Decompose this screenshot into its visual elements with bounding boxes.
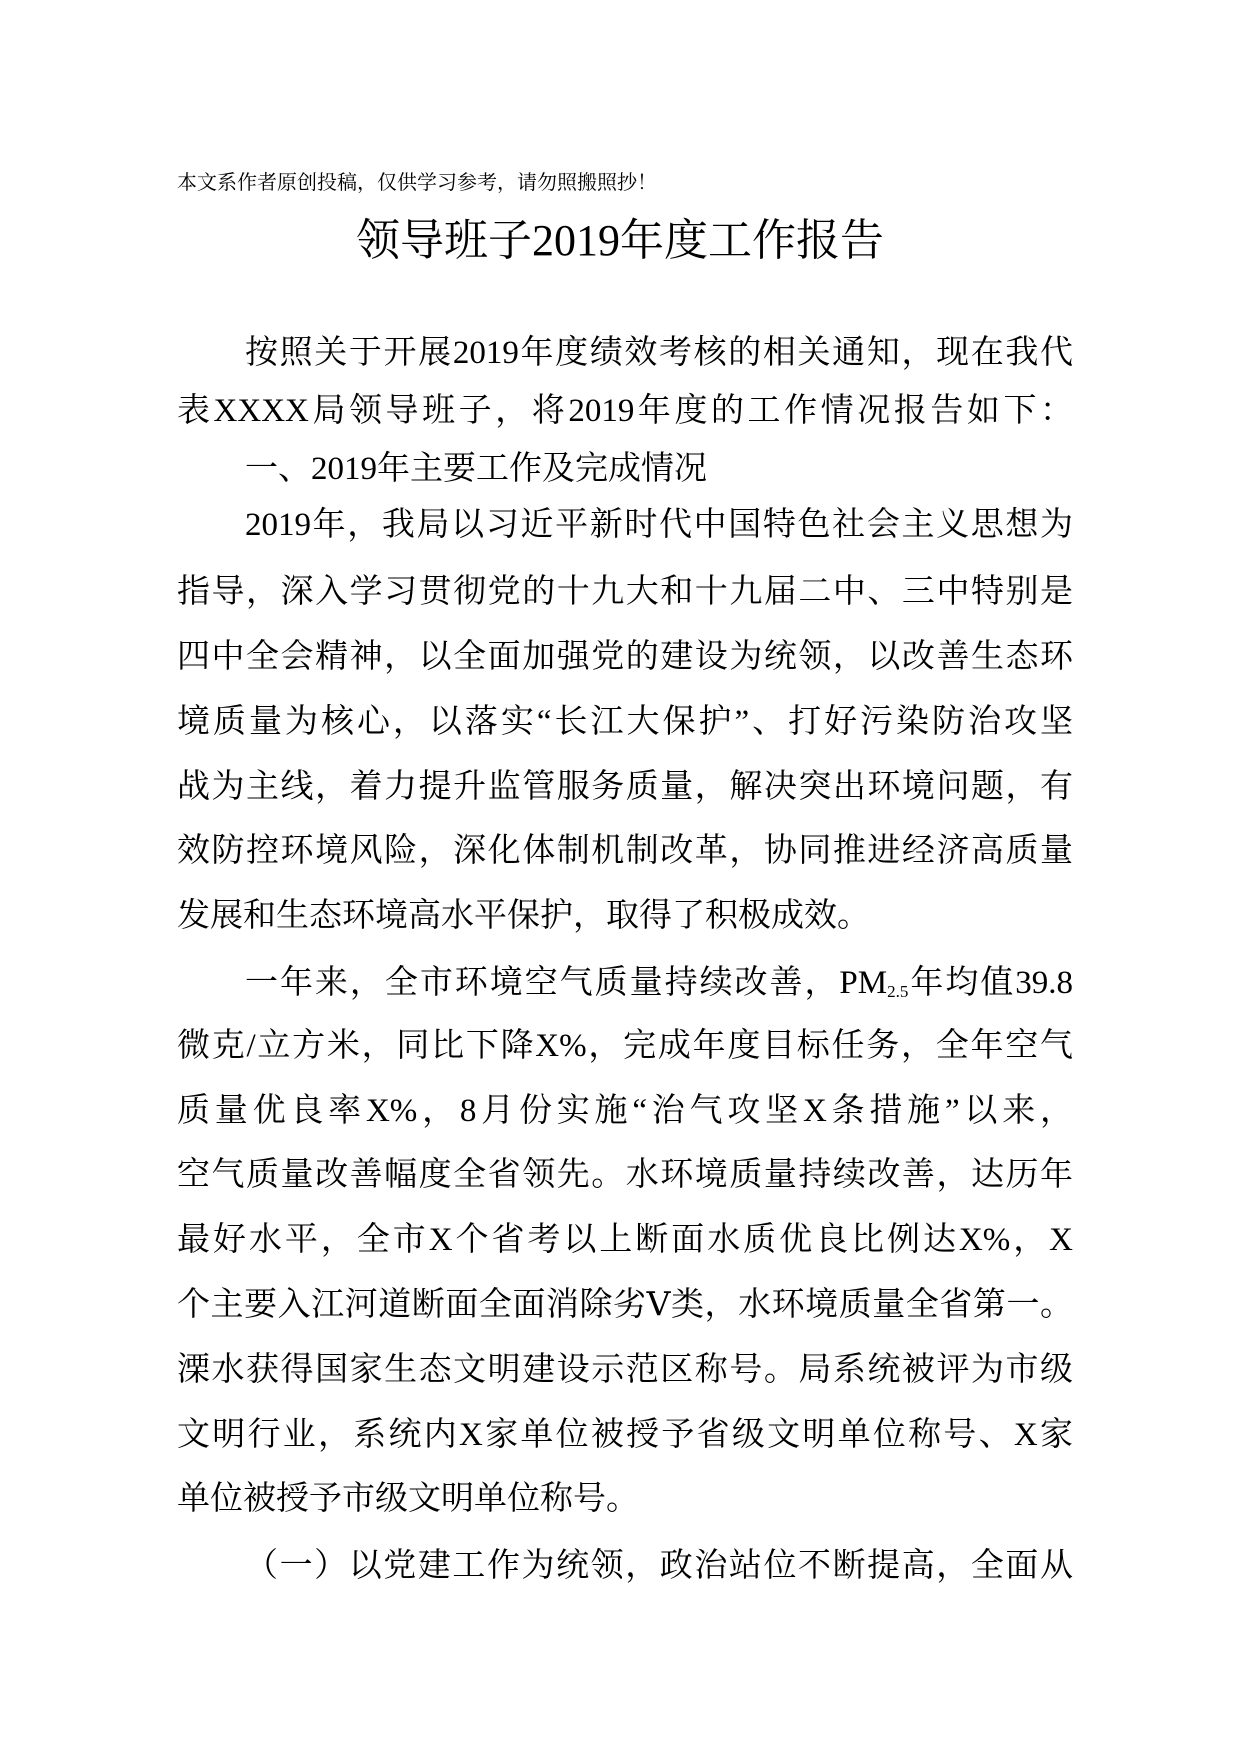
text-line: 按照关于开展2019年度绩效考核的相关通知，现在我代: [245, 335, 1073, 371]
subscript: 2.5: [887, 982, 909, 1001]
text-line: 四中全会精神，以全面加强党的建设为统领，以改善生态环: [177, 639, 1073, 675]
text-line: 表XXXX局领导班子，将2019年度的工作情况报告如下：: [177, 393, 1073, 429]
text-line: 战为主线，着力提升监管服务质量，解决突出环境问题，有: [177, 769, 1073, 805]
text-line: 指导，深入学习贯彻党的十九大和十九届二中、三中特别是: [177, 574, 1073, 610]
text-line: 效防控环境风险，深化体制机制改革，协同推进经济高质量: [177, 833, 1073, 869]
document-title: 领导班子2019年度工作报告: [356, 216, 884, 265]
text-line: 个主要入江河道断面全面消除劣Ⅴ类，水环境质量全省第一。: [177, 1287, 1073, 1323]
text-line: 一、2019年主要工作及完成情况: [245, 451, 707, 487]
text-line: （一）以党建工作为统领，政治站位不断提高，全面从: [245, 1548, 1073, 1584]
text-line: 微克/立方米，同比下降X%，完成年度目标任务，全年空气: [177, 1028, 1073, 1064]
text-line: 单位被授予市级文明单位称号。: [177, 1481, 639, 1517]
text-line: 文明行业，系统内X家单位被授予省级文明单位称号、X家: [177, 1417, 1073, 1453]
text-line: 最好水平，全市X个省考以上断面水质优良比例达X%，X: [177, 1222, 1073, 1258]
text-line: 溧水获得国家生态文明建设示范区称号。局系统被评为市级: [177, 1352, 1073, 1388]
text-line: 空气质量改善幅度全省领先。水环境质量持续改善，达历年: [177, 1157, 1073, 1193]
text-line: 发展和生态环境高水平保护，取得了积极成效。: [177, 898, 870, 934]
text-line: 质量优良率X%，8月份实施“治气攻坚X条措施”以来，: [177, 1093, 1073, 1129]
text-segment: 年均值39.8: [908, 965, 1074, 1001]
text-segment: 一年来，全市环境空气质量持续改善，PM: [245, 965, 888, 1001]
text-line: 2019年，我局以习近平新时代中国特色社会主义思想为: [245, 507, 1073, 543]
copyright-note: 本文系作者原创投稿，仅供学习参考，请勿照搬照抄！: [177, 170, 657, 194]
text-line: [245, 963, 1073, 1003]
text-line: 境质量为核心，以落实“长江大保护”、打好污染防治攻坚: [177, 704, 1073, 740]
